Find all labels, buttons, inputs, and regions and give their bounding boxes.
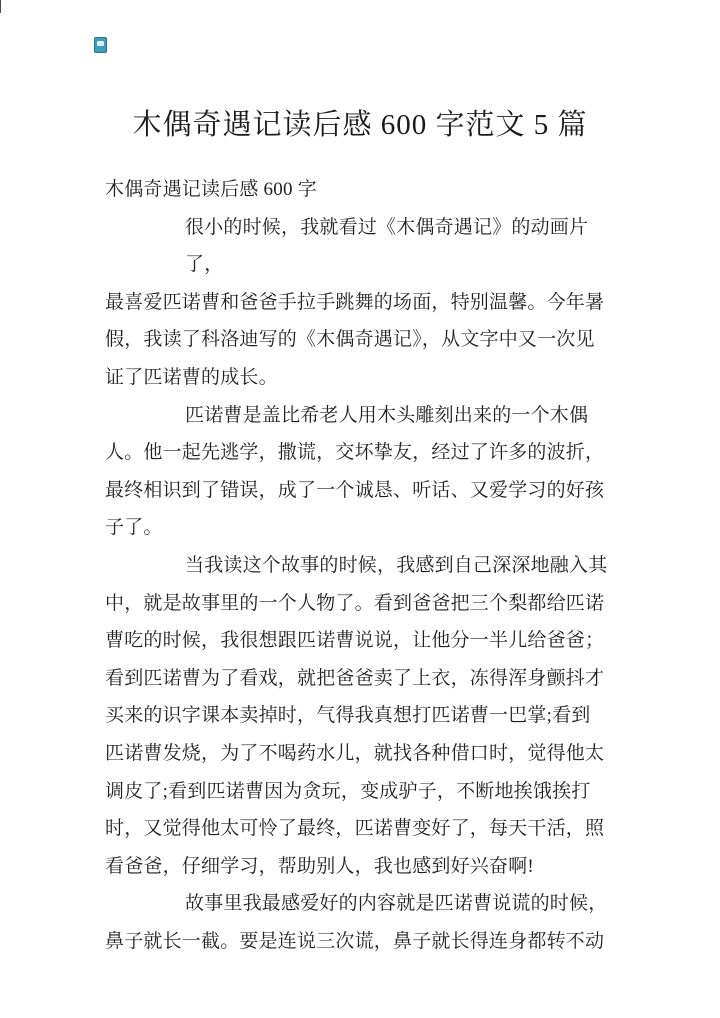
text-line: 故事里我最感爱好的内容就是匹诺曹说谎的时候， [185,893,608,915]
text-line: 买来的识字课本卖掉时，气得我真想打匹诺曹一巴掌;看到 [105,705,591,727]
text-line: 看到匹诺曹为了看戏，就把爸爸卖了上衣，冻得浑身颤抖才 [105,667,605,689]
text-line: 当我读这个故事的时候，我感到自己深深地融入其 [185,554,608,576]
embedded-object-icon [94,37,107,53]
text-line: 时，又觉得他太可怜了最终，匹诺曹变好了，每天干活，照 [105,818,605,840]
text-line: 调皮了;看到匹诺曹因为贪玩，变成驴子，不断地挨饿挨打 [105,780,591,802]
text-line: 最喜爱匹诺曹和爸爸手拉手跳舞的场面，特别温馨。今年暑 [105,291,605,313]
text-line: 曹吃的时候，我很想跟匹诺曹说说，让他分一半儿给爸爸； [105,630,605,652]
text-line: 最终相识到了错误，成了一个诚恳、听话、又爱学习的好孩 [105,479,605,501]
text-line: 假，我读了科洛迪写的《木偶奇遇记》，从文字中又一次见 [105,329,595,351]
text-line: 人。他一起先逃学，撒谎，交坏挚友，经过了许多的波折， [105,442,605,464]
text-line: 中，就是故事里的一个人物了。看到爸爸把三个梨都给匹诺 [105,592,605,614]
text-line: 匹诺曹是盖比希老人用木头雕刻出来的一个木偶 [185,404,589,426]
text-line: 子了。 [105,517,163,539]
text-line: 证了匹诺曹的成长。 [105,366,278,388]
text-line: 木偶奇遇记读后感 600 字 [105,179,317,200]
text-line: 匹诺曹发烧，为了不喝药水儿，就找各种借口时，觉得他太 [105,742,605,764]
page-edge-mark [0,0,1,13]
document-title: 木偶奇遇记读后感 600 字范文 5 篇 [132,109,588,141]
text-line: 很小的时候，我就看过《木偶奇遇记》的动画片了， [185,216,589,276]
document-body [105,171,621,960]
text-line: 看爸爸，仔细学习，帮助别人，我也感到好兴奋啊! [105,855,534,877]
text-line: 鼻子就长一截。要是连说三次谎，鼻子就长得连身都转不动 [105,930,605,952]
